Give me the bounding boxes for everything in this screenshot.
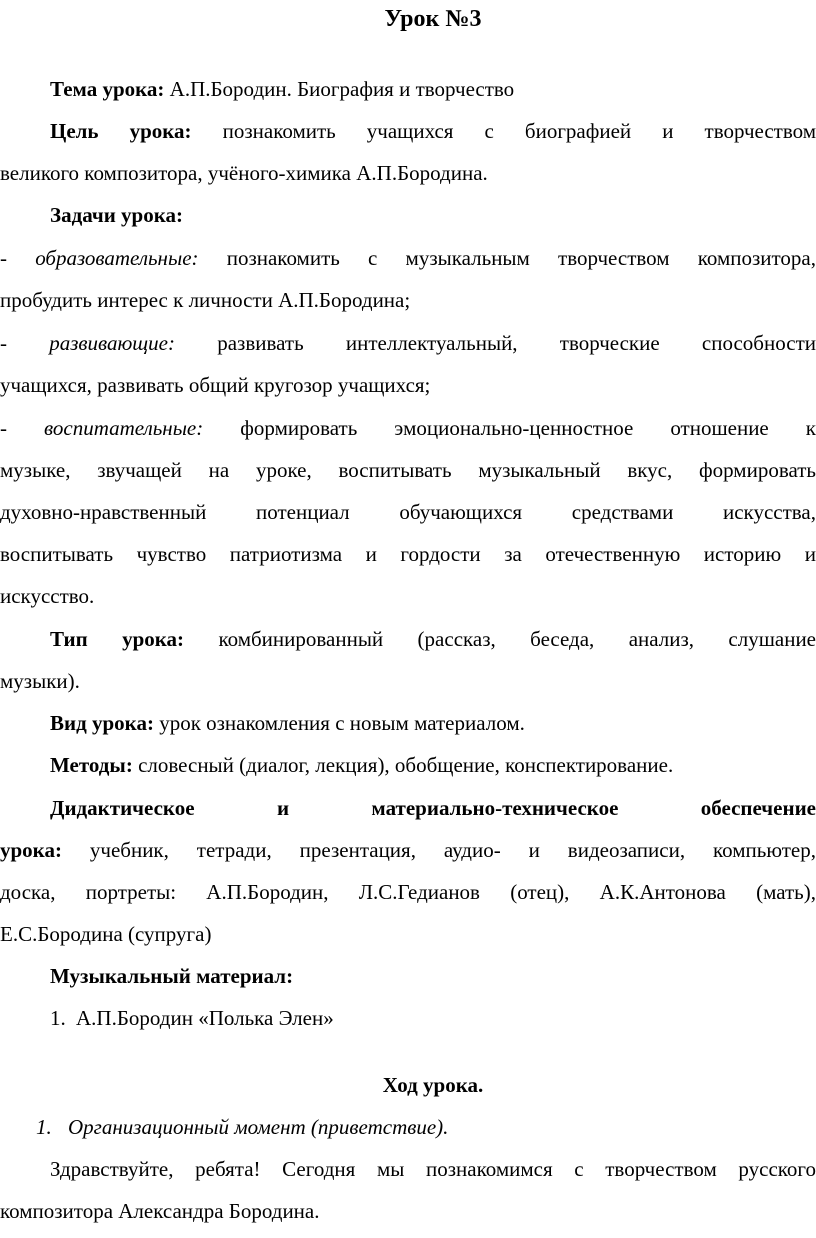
goal-line-2: великого композитора, учёного-химика А.П.Бородина. [0, 161, 488, 185]
page-title: Урок №3 [384, 6, 482, 32]
methods-label: Методы: [50, 753, 133, 777]
equipment-line-3: доска, портреты: А.П.Бородин, Л.С.Гедианов (отец), А.К.Антонова (мать), [0, 880, 816, 904]
equipment-line-4: Е.С.Бородина (супруга) [0, 922, 212, 946]
kind-line [0, 710, 816, 736]
course-heading [0, 1072, 816, 1098]
type-line-1 [0, 626, 816, 652]
equipment-line-2 [0, 837, 816, 863]
equipment-text-2: учебник, тетради, презентация, аудио- и видеозаписи, компьютер, [89, 838, 816, 862]
stage1-text: Организационный момент (приветствие). [68, 1115, 449, 1139]
type-label: Тип урока: [50, 627, 185, 651]
methods-line [0, 752, 816, 778]
task-educational-line-2: пробудить интерес к личности А.П.Бородина; [0, 288, 411, 312]
music-heading [0, 963, 816, 989]
greeting-line-1: Здравствуйте, ребята! Сегодня мы познакомимся с творчеством русского [50, 1157, 816, 1181]
music-item-text: А.П.Бородин «Полька Элен» [76, 1006, 334, 1030]
dash: - [0, 331, 50, 355]
topic-text: А.П.Бородин. Биография и творчество [164, 77, 515, 101]
methods-text: словесный (диалог, лекция), обобщение, конспектирование. [132, 753, 674, 777]
task-developing-line-1 [0, 330, 816, 356]
goal-line-1 [0, 118, 816, 144]
kind-label: Вид урока: [50, 711, 154, 735]
task-educational-label: образовательные: [35, 246, 199, 270]
task-educational-text-1: познакомить с музыкальным творчеством композитора, [226, 246, 816, 270]
kind-text: урок ознакомления с новым материалом. [153, 711, 525, 735]
music-label: Музыкальный материал: [50, 964, 294, 988]
equipment-label: Дидактическое и материально-техническое обеспечение [50, 796, 816, 820]
type-text-1: комбинированный (рассказ, беседа, анализ, слушание [218, 627, 816, 651]
equipment-line-1 [0, 795, 816, 821]
equipment-label-2: урока: [0, 838, 62, 862]
greeting-line-2: композитора Александра Бородина. [0, 1199, 320, 1223]
task-developing-label: развивающие: [49, 331, 175, 355]
task-upbringing-line-5: искусство. [0, 584, 95, 608]
task-upbringing-line-2: музыке, звучащей на уроке, воспитывать музыкальный вкус, формировать [0, 458, 816, 482]
type-line-2: музыки). [0, 669, 80, 693]
course-title: Ход урока. [382, 1073, 484, 1097]
task-upbringing-label: воспитательные: [44, 416, 204, 440]
goal-label: Цель урока: [50, 119, 192, 143]
stage1-number: 1. [36, 1115, 52, 1139]
task-upbringing-text-1: формировать эмоционально-ценностное отношение к [240, 416, 816, 440]
music-item [50, 1005, 750, 1031]
task-upbringing-line-3: духовно-нравственный потенциал обучающихся средствами искусства, [0, 500, 816, 524]
dash: - [0, 416, 45, 440]
music-item-number: 1. [50, 1006, 66, 1030]
task-developing-line-2: учащихся, развивать общий кругозор учащихся; [0, 373, 431, 397]
task-upbringing-line-4: воспитывать чувство патриотизма и гордости за отечественную историю и [0, 542, 816, 566]
topic-label: Тема урока: [50, 77, 165, 101]
tasks-label: Задачи урока: [50, 203, 184, 227]
tasks-heading [0, 202, 816, 228]
stage1-line [36, 1114, 776, 1140]
goal-text-1: познакомить учащихся с биографией и творчеством [222, 119, 816, 143]
task-upbringing-line-1 [0, 415, 816, 441]
dash: - [0, 246, 36, 270]
task-developing-text-1: развивать интеллектуальный, творческие способности [217, 331, 816, 355]
topic-line [0, 76, 816, 102]
task-educational-line-1 [0, 245, 816, 271]
